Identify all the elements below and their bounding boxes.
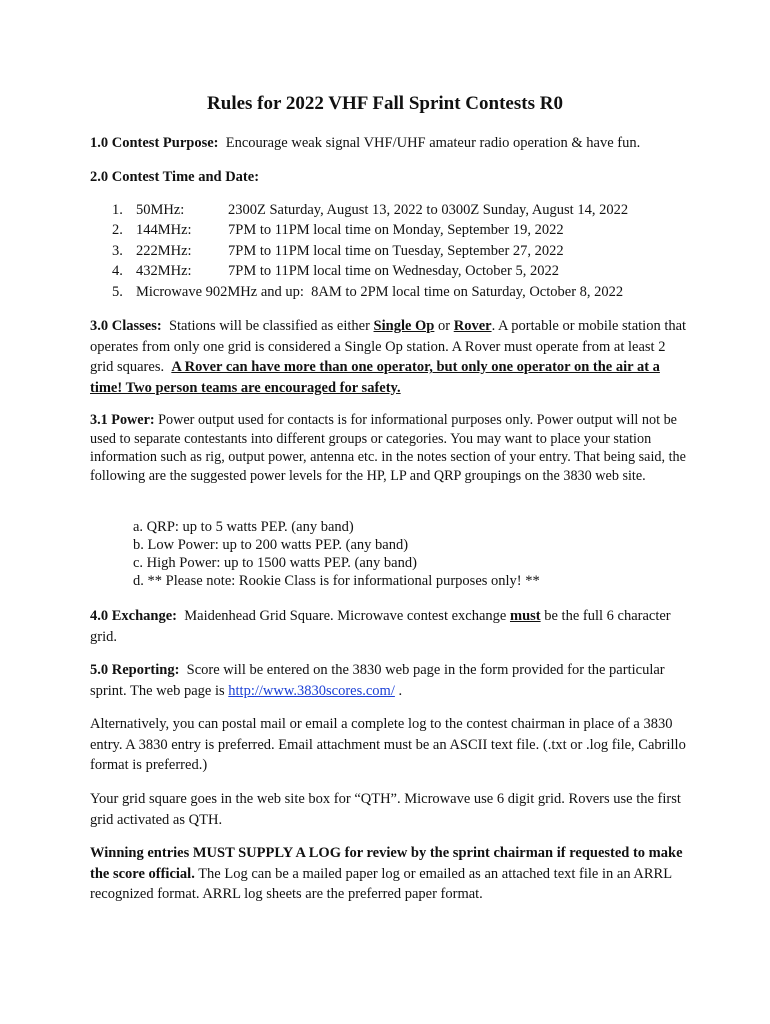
must-term: must [509,608,541,624]
power-item-rookie: d. ** Please note: Rookie Class is for informational purposes only! ** [133,573,540,589]
power-text: Power output used for contacts is for informational purposes only. Power output will not be used to separate contestants into different groups or categories. You may want to place your station information such as rig, output power, antenna etc. in the notes section of your entry. That being said, the following are the suggested power levels for the HP, LP and QRP groupings on the 3830 web site. [90,412,686,484]
power-heading: 3.1 Power: [90,412,155,428]
power-item-low: b. Low Power: up to 200 watts PEP. (any band) [133,537,409,553]
date-item-3: 3. 222MHz: 7PM to 11PM local time on Tuesday, September 27, 2022 [112,243,564,259]
classes-section: 3.0 Classes: Stations will be classified as either Single Op or Rover. A portable or mobile station that operates from only one grid is considered a Single Op station. A Rover must operate from at least 2 grid squares. A Rover can have more than one operator, but only one operator on the air at a time! Two person teams are encouraged for safety. [90,318,687,396]
purpose-heading: 1.0 Contest Purpose: [90,135,219,151]
alternative-submission: Alternatively, you can postal mail or email a complete log to the contest chairman in place of a 3830 entry. A 3830 entry is preferred. Email attachment must be an ASCII text file. (.txt or .log file, Cabrillo format is preferred.) [90,716,686,773]
purpose-text: Encourage weak signal VHF/UHF amateur radio operation & have fun. [225,135,641,151]
date-item-2: 2. 144MHz: 7PM to 11PM local time on Monday, September 19, 2022 [112,222,564,238]
winning-entries-bold: Winning entries MUST SUPPLY A LOG for review by the sprint chairman if requested to make the score official. [90,845,683,882]
power-item-qrp: a. QRP: up to 5 watts PEP. (any band) [133,519,354,535]
contest-purpose [90,133,690,153]
date-item-5: 5. Microwave 902MHz and up: 8AM to 2PM local time on Saturday, October 8, 2022 [112,284,624,300]
grid-square-note: Your grid square goes in the web site box for “QTH”. Microwave use 6 digit grid. Rovers use the first grid activated as QTH. [90,791,681,828]
power-section [90,411,690,485]
3830-scores-link[interactable]: http://www.3830scores.com/ [228,683,395,699]
classes-heading: 3.0 Classes: [90,318,162,334]
document-title: Rules for 2022 VHF Fall Sprint Contests R0 [207,93,563,114]
reporting-section: 5.0 Reporting: Score will be entered on the 3830 web page in the form provided for the particular sprint. The web page is http://www.3830scores.com/ . [90,662,665,699]
exchange-heading: 4.0 Exchange: [90,608,177,624]
single-op-term: Single Op [373,318,435,334]
power-item-high: c. High Power: up to 1500 watts PEP. (any band) [133,555,417,571]
reporting-heading: 5.0 Reporting: [90,662,180,678]
rover-term: Rover [453,318,492,334]
exchange-section: 4.0 Exchange: Maidenhead Grid Square. Microwave contest exchange must be the full 6 character grid. [90,608,671,645]
rover-operator-note: A Rover can have more than one operator, but only one operator on the air at a time! Two person teams are encouraged for safety. [90,359,660,396]
date-item-1: 1. 50MHz: 2300Z Saturday, August 13, 2022 to 0300Z Sunday, August 14, 2022 [112,202,629,218]
winning-entries-note: Winning entries MUST SUPPLY A LOG for review by the sprint chairman if requested to make the score official. The Log can be a mailed paper log or emailed as an attached text file in an ARRL recognized format. ARRL log sheets are the preferred paper format. [90,845,683,902]
contest-time-heading: 2.0 Contest Time and Date: [90,169,260,185]
date-item-4: 4. 432MHz: 7PM to 11PM local time on Wednesday, October 5, 2022 [112,263,559,279]
